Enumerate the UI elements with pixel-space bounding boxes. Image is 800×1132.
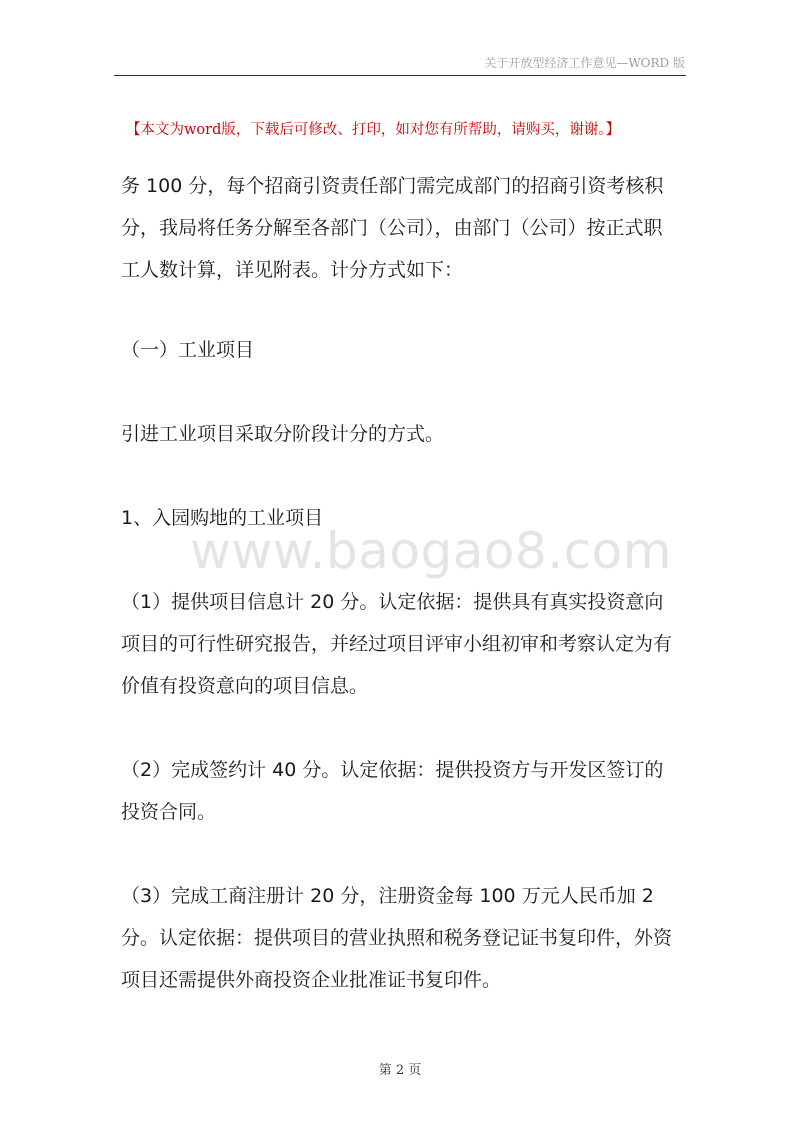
header-divider	[114, 75, 686, 76]
paragraph-item-1: （1）提供项目信息计 20 分。认定依据：提供具有真实投资意向项目的可行性研究报告，并经过项目评审小组初审和考察认定为有价值有投资意向的项目信息。	[121, 591, 673, 697]
watermark: www.baogao8.com	[190, 522, 672, 580]
page-number: 第 2 页	[378, 1063, 422, 1078]
paragraph-item-3: （3）完成工商注册计 20 分，注册资金每 100 万元人民币加 2 分。认定依据：提供项目的营业执照和税务登记证书复印件，外资项目还需提供外商投资企业批准证书复印件。	[121, 885, 673, 991]
paragraph-item-2: （2）完成签约计 40 分。认定依据：提供投资方与开发区签订的投资合同。	[121, 759, 664, 823]
header-title: 关于开放型经济工作意见—WORD 版	[484, 56, 685, 70]
purchase-notice: 【本文为word版，下载后可修改、打印，如对您有所帮助，请购买，谢谢。】	[126, 122, 621, 138]
paragraph-staged-scoring: 引进工业项目采取分阶段计分的方式。	[121, 423, 445, 445]
section-heading-industrial: （一）工业项目	[121, 339, 255, 361]
subheading-land-purchase: 1、入园购地的工业项目	[121, 507, 324, 529]
paragraph-intro: 务 100 分，每个招商引资责任部门需完成部门的招商引资考核积分，我局将任务分解至各部门（公司），由部门（公司）按正式职工人数计算，详见附表。计分方式如下：	[121, 175, 664, 281]
